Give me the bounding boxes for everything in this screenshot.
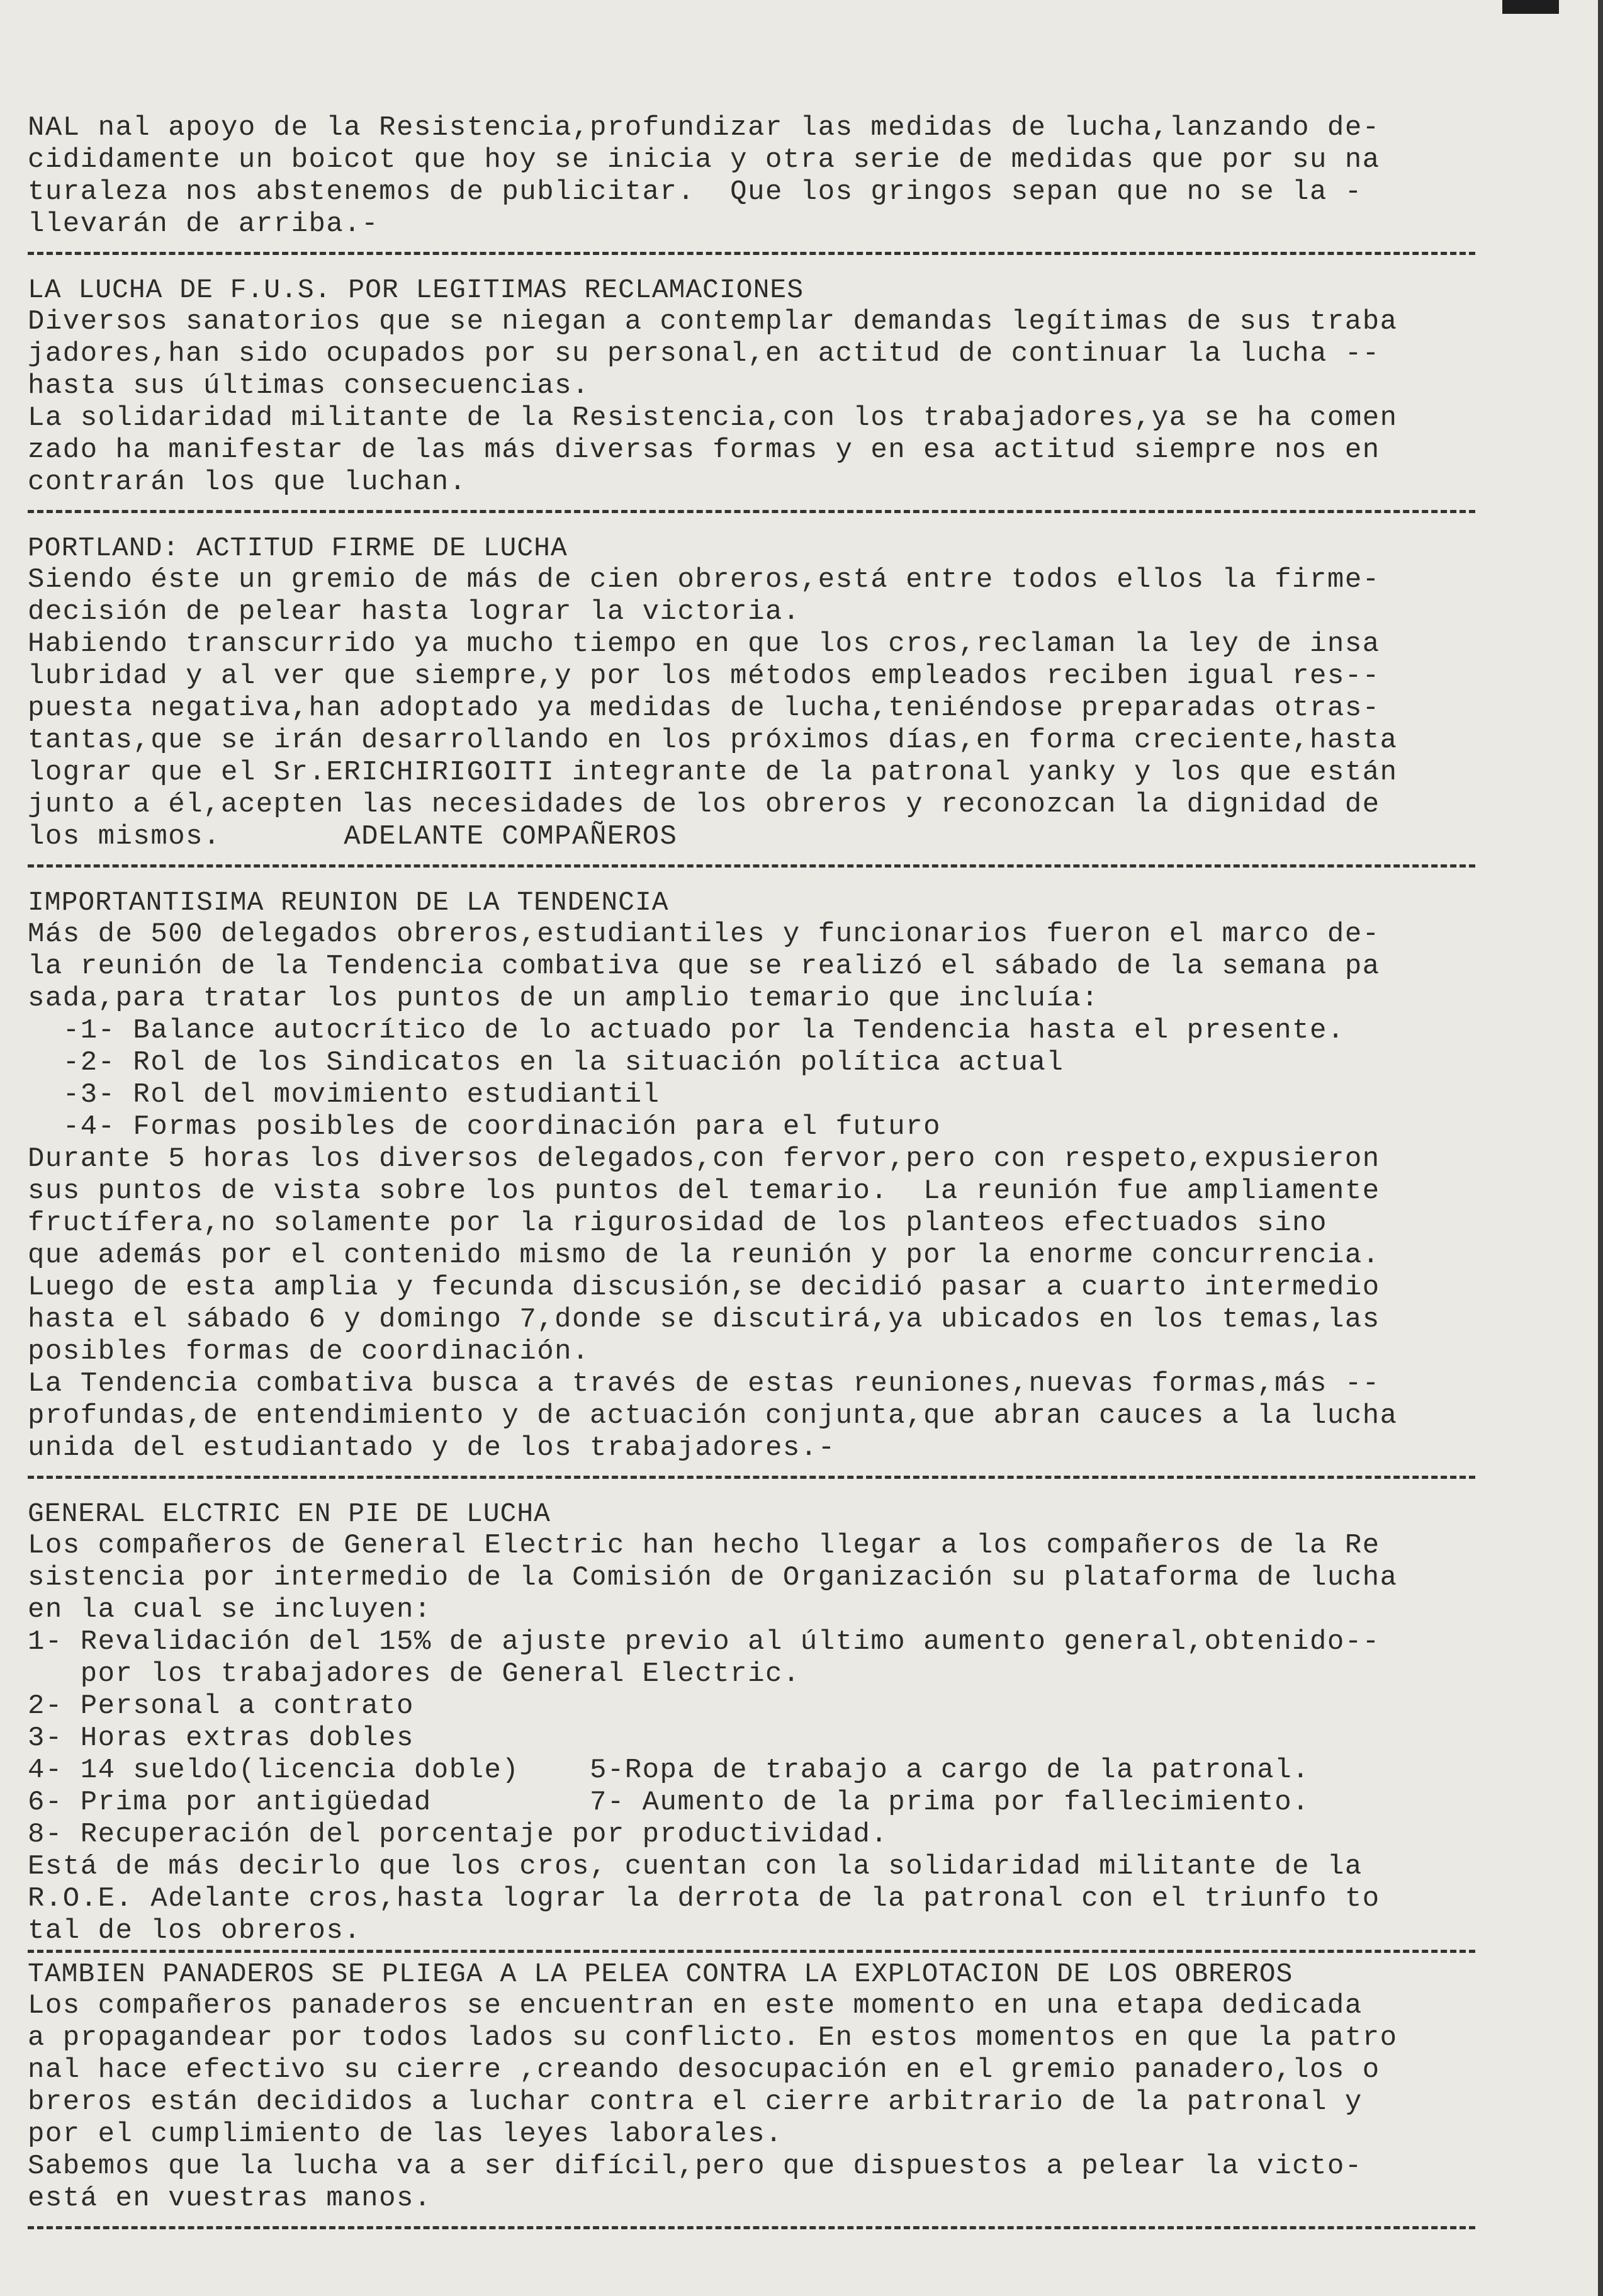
list-item: 2- Personal a contrato	[28, 1690, 414, 1722]
text-line: Está de más decirlo que los cros, cuentan con la solidaridad militante de la	[28, 1851, 1363, 1882]
text-line: sus puntos de vista sobre los puntos del temario. La reunión fue ampliamente	[28, 1175, 1380, 1207]
section-continuation	[28, 112, 1475, 240]
page-edge-shadow	[1598, 0, 1603, 2296]
text-line: llevarán de arriba.-	[28, 208, 380, 240]
text-line: zado ha manifestar de las más diversas formas y en esa actitud siempre nos en	[28, 434, 1380, 466]
text-line: hasta sus últimas consecuencias.	[28, 370, 590, 402]
text-line: turaleza nos abstenemos de publicitar. Que los gringos sepan que no se la -	[28, 176, 1363, 208]
list-item: -2- Rol de los Sindicatos en la situación política actual	[28, 1047, 1064, 1078]
text-line: jadores,han sido ocupados por su personal,en actitud de continuar la lucha --	[28, 338, 1380, 370]
text-line: cididamente un boicot que hoy se inicia y otra serie de medidas que por su na	[28, 144, 1380, 176]
text-line: Los compañeros panaderos se encuentran en este momento en una etapa dedicada	[28, 1990, 1363, 2022]
text-line: breros están decididos a luchar contra el cierre arbitrario de la patronal y	[28, 2086, 1363, 2118]
dashed-separator	[28, 1476, 1475, 1480]
dashed-separator	[28, 252, 1475, 256]
text-line: contrarán los que luchan.	[28, 467, 467, 498]
list-item: 1- Revalidación del 15% de ajuste previo al último aumento general,obtenido--	[28, 1626, 1380, 1658]
corner-mark	[1502, 0, 1559, 14]
list-item: 4- 14 sueldo(licencia doble) 5-Ropa de trabajo a cargo de la patronal.	[28, 1755, 1310, 1786]
section-title: PORTLAND: ACTITUD FIRME DE LUCHA	[28, 533, 568, 563]
text-line: fructífera,no solamente por la rigurosidad de los planteos efectuados sino	[28, 1207, 1327, 1239]
text-line: Luego de esta amplia y fecunda discusión,se decidió pasar a cuarto intermedio	[28, 1272, 1380, 1303]
text-line: está en vuestras manos.	[28, 2183, 432, 2214]
section-general-electric	[28, 1498, 1475, 1947]
text-line: La Tendencia combativa busca a través de estas reuniones,nuevas formas,más --	[28, 1368, 1380, 1400]
text-line: por el cumplimiento de las leyes laborales.	[28, 2118, 783, 2150]
text-line: Siendo éste un gremio de más de cien obreros,está entre todos ellos la firme-	[28, 564, 1380, 596]
dashed-separator	[28, 1950, 1475, 1954]
text-line: unida del estudiantado y de los trabajadores.-	[28, 1432, 836, 1464]
section-title: IMPORTANTISIMA REUNION DE LA TENDENCIA	[28, 887, 669, 918]
text-line: puesta negativa,han adoptado ya medidas de lucha,teniéndose preparadas otras-	[28, 693, 1380, 724]
text-line: la reunión de la Tendencia combativa que se realizó el sábado de la semana pa	[28, 951, 1380, 982]
text-line: Más de 500 delegados obreros,estudiantiles y funcionarios fueron el marco de-	[28, 919, 1380, 950]
text-line: sistencia por intermedio de la Comisión de Organización su plataforma de lucha	[28, 1562, 1398, 1593]
text-line: Los compañeros de General Electric han hecho llegar a los compañeros de la Re	[28, 1530, 1380, 1561]
text-line: lograr que el Sr.ERICHIRIGOITI integrante de la patronal yanky y los que están	[28, 757, 1398, 788]
text-line: NAL nal apoyo de la Resistencia,profundizar las medidas de lucha,lanzando de-	[28, 112, 1380, 144]
section-panaderos	[28, 1958, 1475, 2215]
text-line: Sabemos que la lucha va a ser difícil,pero que dispuestos a pelear la victo-	[28, 2151, 1363, 2182]
dashed-separator	[28, 2226, 1475, 2231]
text-line: tantas,que se irán desarrollando en los próximos días,en forma creciente,hasta	[28, 725, 1398, 756]
dashed-separator	[28, 864, 1475, 869]
list-item: 3- Horas extras dobles	[28, 1722, 414, 1754]
section-tendencia	[28, 886, 1475, 1464]
text-line: hasta el sábado 6 y domingo 7,donde se discutirá,ya ubicados en los temas,las	[28, 1304, 1380, 1335]
list-item: 6- Prima por antigüedad 7- Aumento de la prima por fallecimiento.	[28, 1787, 1310, 1818]
text-line: que además por el contenido mismo de la reunión y por la enorme concurrencia.	[28, 1240, 1380, 1271]
text-line: tal de los obreros.	[28, 1915, 362, 1947]
text-line: La solidaridad militante de la Resistencia,con los trabajadores,ya se ha comen	[28, 402, 1398, 434]
text-line: sada,para tratar los puntos de un amplio temario que incluía:	[28, 983, 1100, 1014]
section-title: LA LUCHA DE F.U.S. POR LEGITIMAS RECLAMACIONES	[28, 274, 804, 305]
text-line: Durante 5 horas los diversos delegados,con fervor,pero con respeto,expusieron	[28, 1143, 1380, 1175]
section-title: GENERAL ELCTRIC EN PIE DE LUCHA	[28, 1498, 551, 1529]
text-line: lubridad y al ver que siempre,y por los métodos empleados reciben igual res--	[28, 660, 1380, 692]
document-content	[28, 112, 1475, 2248]
text-line: posibles formas de coordinación.	[28, 1336, 590, 1367]
list-item: 8- Recuperación del porcentaje por productividad.	[28, 1819, 889, 1850]
list-item: por los trabajadores de General Electric.	[28, 1658, 801, 1690]
dashed-separator	[28, 510, 1475, 514]
text-line: junto a él,acepten las necesidades de los obreros y reconozcan la dignidad de	[28, 789, 1380, 820]
text-line: decisión de pelear hasta lograr la victoria.	[28, 596, 801, 628]
list-item: -4- Formas posibles de coordinación para el futuro	[28, 1111, 942, 1143]
text-line: Habiendo transcurrido ya mucho tiempo en que los cros,reclaman la ley de insa	[28, 628, 1380, 660]
text-line: en la cual se incluyen:	[28, 1594, 432, 1626]
text-line: los mismos. ADELANTE COMPAÑEROS	[28, 821, 678, 852]
list-item: -3- Rol del movimiento estudiantil	[28, 1079, 660, 1111]
section-portland	[28, 532, 1475, 853]
text-line: nal hace efectivo su cierre ,creando desocupación en el gremio panadero,los o	[28, 2054, 1380, 2086]
text-line: a propagandear por todos lados su conflicto. En estos momentos en que la patro	[28, 2022, 1398, 2054]
section-fus	[28, 274, 1475, 499]
list-item: -1- Balance autocrítico de lo actuado por la Tendencia hasta el presente.	[28, 1015, 1345, 1046]
text-line: profundas,de entendimiento y de actuación conjunta,que abran cauces a la lucha	[28, 1400, 1398, 1432]
text-line: R.O.E. Adelante cros,hasta lograr la derrota de la patronal con el triunfo to	[28, 1883, 1380, 1914]
section-title: TAMBIEN PANADEROS SE PLIEGA A LA PELEA CONTRA LA EXPLOTACION DE LOS OBREROS	[28, 1959, 1293, 1989]
text-line: Diversos sanatorios que se niegan a contemplar demandas legítimas de sus traba	[28, 306, 1398, 337]
